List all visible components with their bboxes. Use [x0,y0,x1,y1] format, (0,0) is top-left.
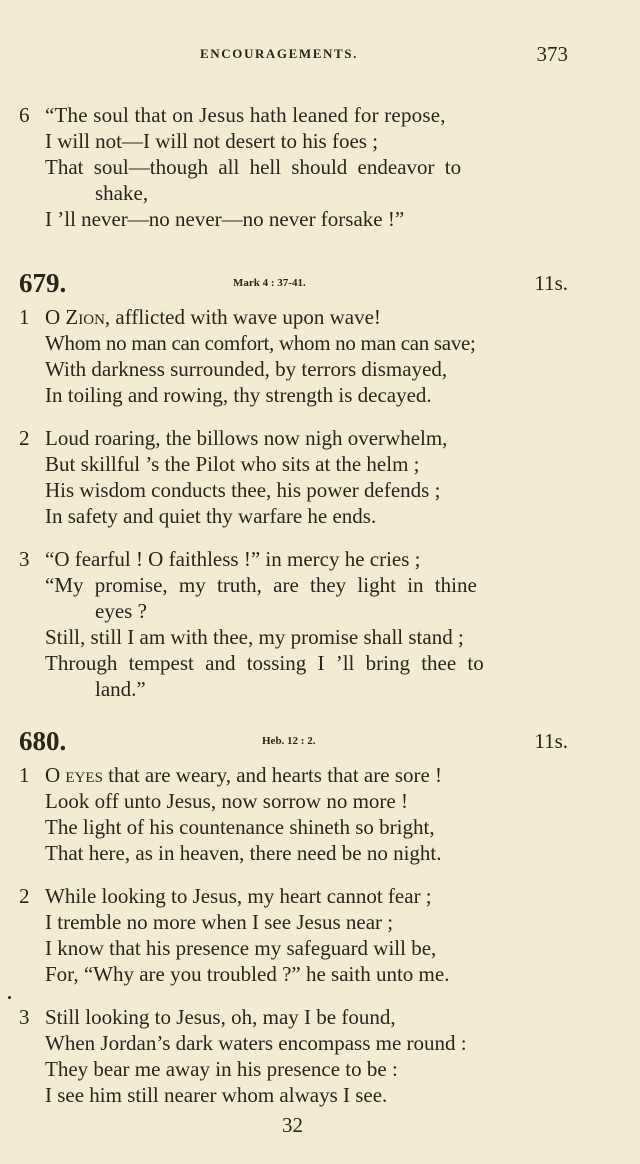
verse-line: In toiling and rowing, thy strength is decayed. [45,383,432,407]
verse-line: eyes ? [95,599,147,623]
verse-line: Through tempest and tossing I ’ll bring thee to [45,651,484,675]
verse-line: For, “Why are you troubled ?” he saith unto me. [45,962,450,986]
verse-number: 2 [19,426,30,450]
verse-number: 3 [19,547,30,571]
page-number: 373 [536,42,568,66]
verse-number: 3 [19,1005,30,1029]
scripture-reference: Heb. 12 : 2. [262,735,316,747]
verse-line: That here, as in heaven, there need be no night. [45,841,442,865]
verse-line [45,304,381,330]
running-head: ENCOURAGEMENTS. [200,46,358,61]
verse-first-word: O Zion, [45,305,111,329]
verse-line: With darkness surrounded, by terrors dismayed, [45,357,448,381]
verse-line: shake, [95,181,149,205]
hymn-meter: 11s. [534,729,568,753]
verse-number: 2 [19,884,30,908]
verse-line: But skillful ’s the Pilot who sits at the helm ; [45,452,420,476]
verse-line: “My promise, my truth, are they light in thine [45,573,477,597]
verse-line: Loud roaring, the billows now nigh overwhelm, [45,426,448,450]
verse-line: I will not—I will not desert to his foes ; [45,129,379,153]
hymn-number: 680. [19,726,67,756]
verse-line: The light of his countenance shineth so bright, [45,815,435,839]
verse-line: Whom no man can comfort, whom no man can save; [45,331,476,355]
verse-line: “The soul that on Jesus hath leaned for repose, [45,103,446,127]
verse-line-rest: afflicted with wave upon wave! [110,305,381,329]
verse-line: Look off unto Jesus, now sorrow no more ! [45,789,408,813]
verse-number: 6 [19,103,30,127]
verse-line: Still looking to Jesus, oh, may I be found, [45,1005,396,1029]
print-speck [8,996,11,999]
verse-line: “O fearful ! O faithless !” in mercy he cries ; [45,547,421,571]
verse-line: They bear me away in his presence to be : [45,1057,398,1081]
verse-line: I ’ll never—no never—no never forsake !” [45,207,405,231]
verse-line: His wisdom conducts thee, his power defends ; [45,478,441,502]
verse-line [45,762,442,788]
hymn-meter: 11s. [534,271,568,295]
verse-line: Still, still I am with thee, my promise shall stand ; [45,625,464,649]
verse-number: 1 [19,305,30,329]
verse-line: In safety and quiet thy warfare he ends. [45,504,377,528]
verse-line: That soul—though all hell should endeavor to [45,155,462,179]
verse-line: I know that his presence my safeguard will be, [45,936,437,960]
verse-line: land.” [95,677,146,701]
signature-number: 32 [282,1113,303,1137]
verse-number: 1 [19,763,30,787]
verse-line: I tremble no more when I see Jesus near ; [45,910,394,934]
hymn-number: 679. [19,268,67,298]
verse-line-rest: that are weary, and hearts that are sore ! [102,763,443,787]
verse-line: While looking to Jesus, my heart cannot fear ; [45,884,432,908]
verse-first-word: O eyes [45,763,103,787]
scripture-reference: Mark 4 : 37-41. [233,277,306,289]
verse-line: I see him still nearer whom always I see. [45,1083,388,1107]
verse-line: When Jordan’s dark waters encompass me round : [45,1031,467,1055]
